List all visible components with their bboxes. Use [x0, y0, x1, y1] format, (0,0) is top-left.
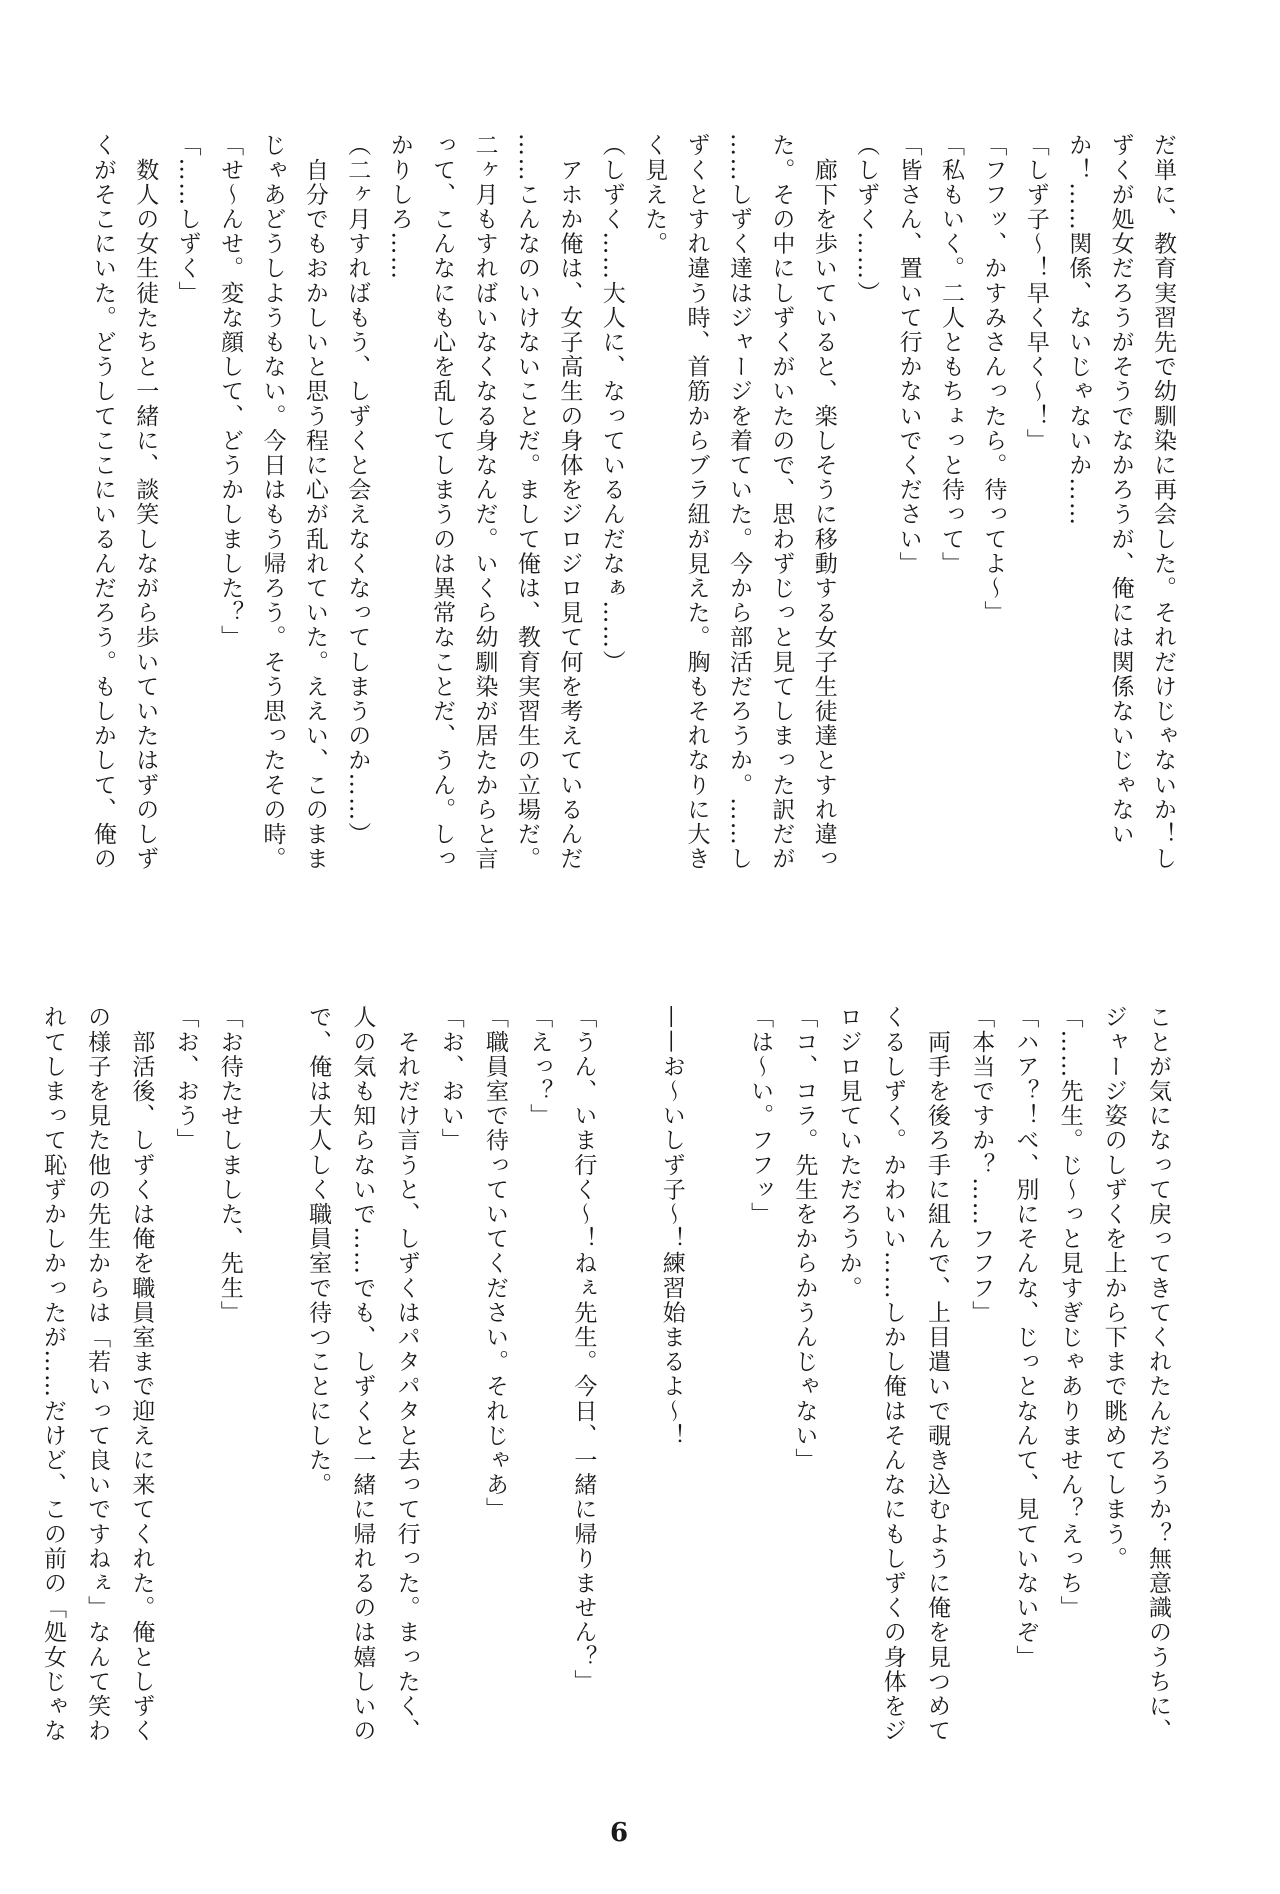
text-line: か！……関係、ないじゃないか…… — [1065, 133, 1092, 527]
dialogue-line: 「私もいく。二人ともちょっと待って」 — [937, 133, 964, 576]
dialogue-line: 「せ～んせ。変な顔して、どうかしました？」 — [217, 133, 244, 650]
text-line: ずくが処女だろうがそうでなかろうが、俺には関係ないじゃない — [1107, 133, 1134, 847]
dialogue-line: 「職員室で待っていてください。それじゃあ」 — [481, 1005, 508, 1522]
text-line: じゃあどうしようもない。今日はもう帰ろう。そう思ったその時。 — [259, 133, 286, 871]
text-line: ずくとすれ違う時、首筋からブラ紐が見えた。胸もそれなりに大き — [683, 133, 710, 871]
text-line: れてしまって恥ずかしかったが……だけど、この前の「処女じゃな — [39, 1005, 66, 1743]
text-line: ことが気になって戻ってきてくれたんだろうか？無意識のうちに、 — [1145, 1005, 1171, 1743]
dialogue-line: 「ハア？！べ、別にそんな、じっとなんて、見ていないぞ」 — [1012, 1005, 1039, 1670]
text-line: 自分でもおかしいと思う程に心が乱れていた。ええい、このまま — [301, 133, 328, 871]
text-line: 人の気も知らないで……でも、しずくと一緒に帰れるのは嬉しいの — [349, 1005, 376, 1743]
dialogue-line: 「フフッ、かすみさんったら。待ってよ～」 — [980, 133, 1007, 625]
text-line: で、俺は大人しく職員室で待つことにした。 — [305, 1005, 332, 1497]
dialogue-line: 「うん、いま行く～！ねぇ先生。今日、一緒に帰りません？」 — [570, 1005, 597, 1694]
dialogue-line: 「えっ？」 — [526, 1005, 553, 1128]
text-line: 廊下を歩いていると、楽しそうに移動する女子生徒達とすれ違っ — [810, 133, 837, 871]
thought-line: （しずく……） — [853, 133, 880, 306]
blank-line — [605, 1005, 649, 1785]
text-line: アホか俺は、女子高生の身体をジロジロ見て何を考えているんだ — [556, 133, 583, 871]
dialogue-line: 「は～い。フフッ」 — [747, 1005, 774, 1227]
text-line: くがそこにいた。どうしてここにいるんだろう。もしかして、俺の — [89, 133, 116, 871]
upper-text-block — [81, 133, 1184, 923]
dialogue-line: 「お、おい」 — [437, 1005, 464, 1153]
text-line: く見えた。 — [641, 133, 668, 256]
text-line: 数人の女生徒たちと一緒に、談笑しながら歩いていたはずのしず — [132, 133, 159, 871]
dialogue-line: 「コ、コラ。先生をからかうんじゃない」 — [791, 1005, 818, 1473]
blank-line — [252, 1005, 296, 1785]
dialogue-line: 「皆さん、置いて行かないでください」 — [895, 133, 922, 576]
text-line: 部活後、しずくは俺を職員室まで迎えに来てくれた。俺としずく — [128, 1005, 155, 1743]
text-line: た。その中にしずくがいたので、思わずじっと見てしまった訳だが — [768, 133, 795, 871]
text-line: くるしずく。かわいい……しかし俺はそんなにもしずくの身体をジ — [879, 1005, 906, 1743]
text-line: それだけ言うと、しずくはパタパタと去って行った。まったく、 — [393, 1005, 420, 1743]
text-line: ……こんなのいけないことだ。まして俺は、教育実習生の立場だ。 — [513, 133, 540, 871]
text-line: ……しずく達はジャージを着ていた。今から部活だろうか。……し — [725, 133, 752, 871]
text-line: かりしろ…… — [386, 133, 413, 281]
text-line: 二ヶ月もすればいなくなる身なんだ。いくら幼馴染が居たからと言 — [471, 133, 498, 871]
dialogue-line: 「本当ですか？……フフフ」 — [968, 1005, 995, 1325]
text-line: の様子を見た他の先生からは「若いって良いですねぇ」なんて笑わ — [84, 1005, 111, 1743]
thought-line: （二ヶ月すればもう、しずくと会えなくなってしまうのか……） — [344, 133, 371, 847]
page-number: 6 — [609, 1818, 629, 1848]
text-line: だ単に、教育実習先で幼馴染に再会した。それだけじゃないか！し — [1150, 133, 1176, 871]
blank-line — [694, 1005, 738, 1785]
dialogue-line: 「しず子～！早く早く～！」 — [1022, 133, 1049, 453]
lower-text-block — [31, 1005, 1180, 1785]
dialogue-line: 「……先生。じ～っと見すぎじゃありません？えっち」 — [1056, 1005, 1083, 1620]
thought-line: （しずく……大人に、なっているんだなぁ……） — [598, 133, 625, 675]
text-line: ロジロ見ていただろうか。 — [835, 1005, 862, 1301]
dialogue-line: 「お待たせしました、先生」 — [216, 1005, 243, 1325]
text-line: 両手を後ろ手に組んで、上目遣いで覗き込むように俺を見つめて — [923, 1005, 950, 1743]
text-line: ジャージ姿のしずくを上から下まで眺めてしまう。 — [1100, 1005, 1127, 1571]
offscreen-call-line: ——お～いしず子～！練習始まるよ～！ — [658, 1005, 685, 1448]
text-line: って、こんなにも心を乱してしまうのは異常なことだ、うん。しっ — [429, 133, 456, 871]
dialogue-line: 「お、おう」 — [172, 1005, 199, 1153]
dialogue-line: 「……しずく」 — [174, 133, 201, 306]
